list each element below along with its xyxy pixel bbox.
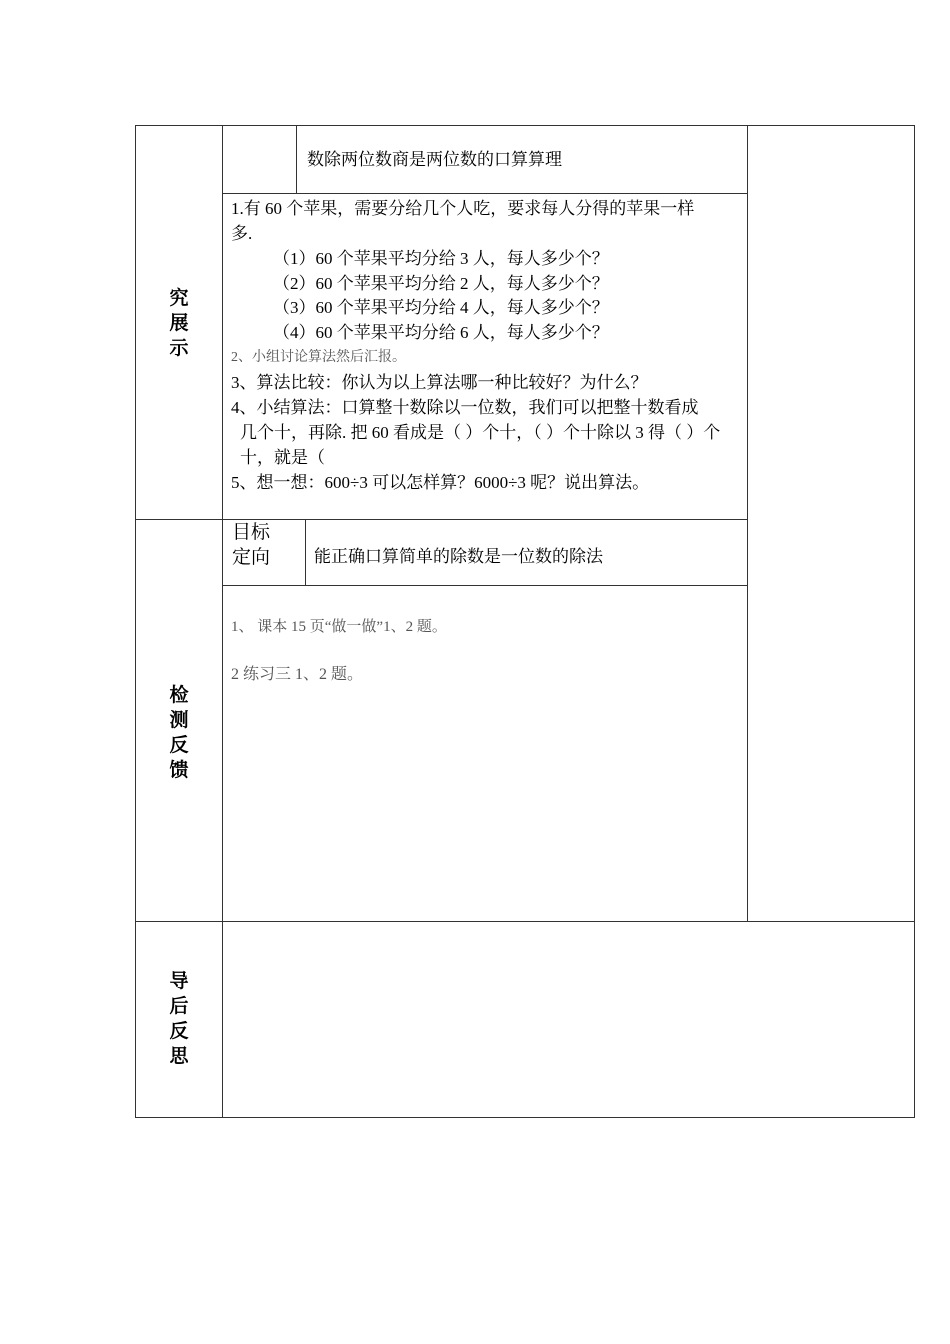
problem-line-1: 1.有 60 个苹果，需要分给几个人吃，要求每人分得的苹果一样 — [231, 199, 695, 218]
sub-item: （3）60 个苹果平均分给 4 人，每人多少个？ — [273, 298, 609, 317]
item-4-line-1: 4、小结算法：口算整十数除以一位数，我们可以把整十数看成 — [231, 398, 699, 417]
sub-item: （2）60 个苹果平均分给 2 人，每人多少个？ — [273, 274, 609, 293]
content-right-divider — [747, 125, 748, 921]
goal-sub-divider — [305, 519, 306, 585]
check-section-label — [135, 683, 223, 783]
item-4-line-3: 十，就是（ — [240, 448, 325, 467]
divider-explore-header — [222, 193, 747, 194]
table-bottom-border — [135, 1117, 915, 1118]
problem-line-2: 多. — [231, 224, 253, 243]
item-5: 5、想一想：600÷3 可以怎样算？6000÷3 呢？说出算法。 — [231, 473, 650, 492]
divider-check-reflect — [135, 921, 915, 922]
label-char: 反 — [169, 734, 189, 756]
label-char: 导 — [169, 970, 189, 992]
divider-goal — [222, 585, 747, 586]
label-char: 后 — [169, 995, 189, 1017]
exercise-1: 1、 课本 15 页“做一做”1、2 题。 — [231, 619, 447, 635]
label-char: 究 — [169, 287, 189, 309]
goal-text: 能正确口算简单的除数是一位数的除法 — [314, 547, 603, 566]
table-top-border — [135, 125, 915, 126]
table-right-border — [914, 125, 915, 1118]
explore-header-title: 数除两位数商是两位数的口算算理 — [307, 150, 562, 169]
item-3: 3、算法比较：你认为以上算法哪一种比较好？为什么？ — [231, 373, 648, 392]
label-char: 馈 — [169, 759, 189, 781]
item-2: 2、小组讨论算法然后汇报。 — [231, 350, 406, 365]
label-char: 测 — [169, 709, 189, 731]
explore-section-label — [135, 286, 223, 361]
sub-item: （1）60 个苹果平均分给 3 人，每人多少个？ — [273, 249, 609, 268]
item-4-line-2: 几个十，再除. 把 60 看成是（ ）个十，（ ）个十除以 3 得（ ）个 — [240, 423, 721, 442]
goal-label-line-1: 目标 — [232, 521, 271, 543]
sub-item: （4）60 个苹果平均分给 6 人，每人多少个？ — [273, 323, 609, 342]
label-char: 示 — [169, 337, 189, 359]
exercise-2: 2 练习三 1、2 题。 — [231, 666, 364, 683]
reflect-section-label — [135, 969, 223, 1069]
goal-label-line-2: 定向 — [232, 546, 271, 568]
label-char: 反 — [169, 1020, 189, 1042]
divider-explore-check — [135, 519, 747, 520]
label-char: 检 — [169, 684, 189, 706]
header-sub-divider — [296, 125, 297, 193]
label-char: 思 — [169, 1045, 189, 1067]
label-char: 展 — [169, 312, 189, 334]
